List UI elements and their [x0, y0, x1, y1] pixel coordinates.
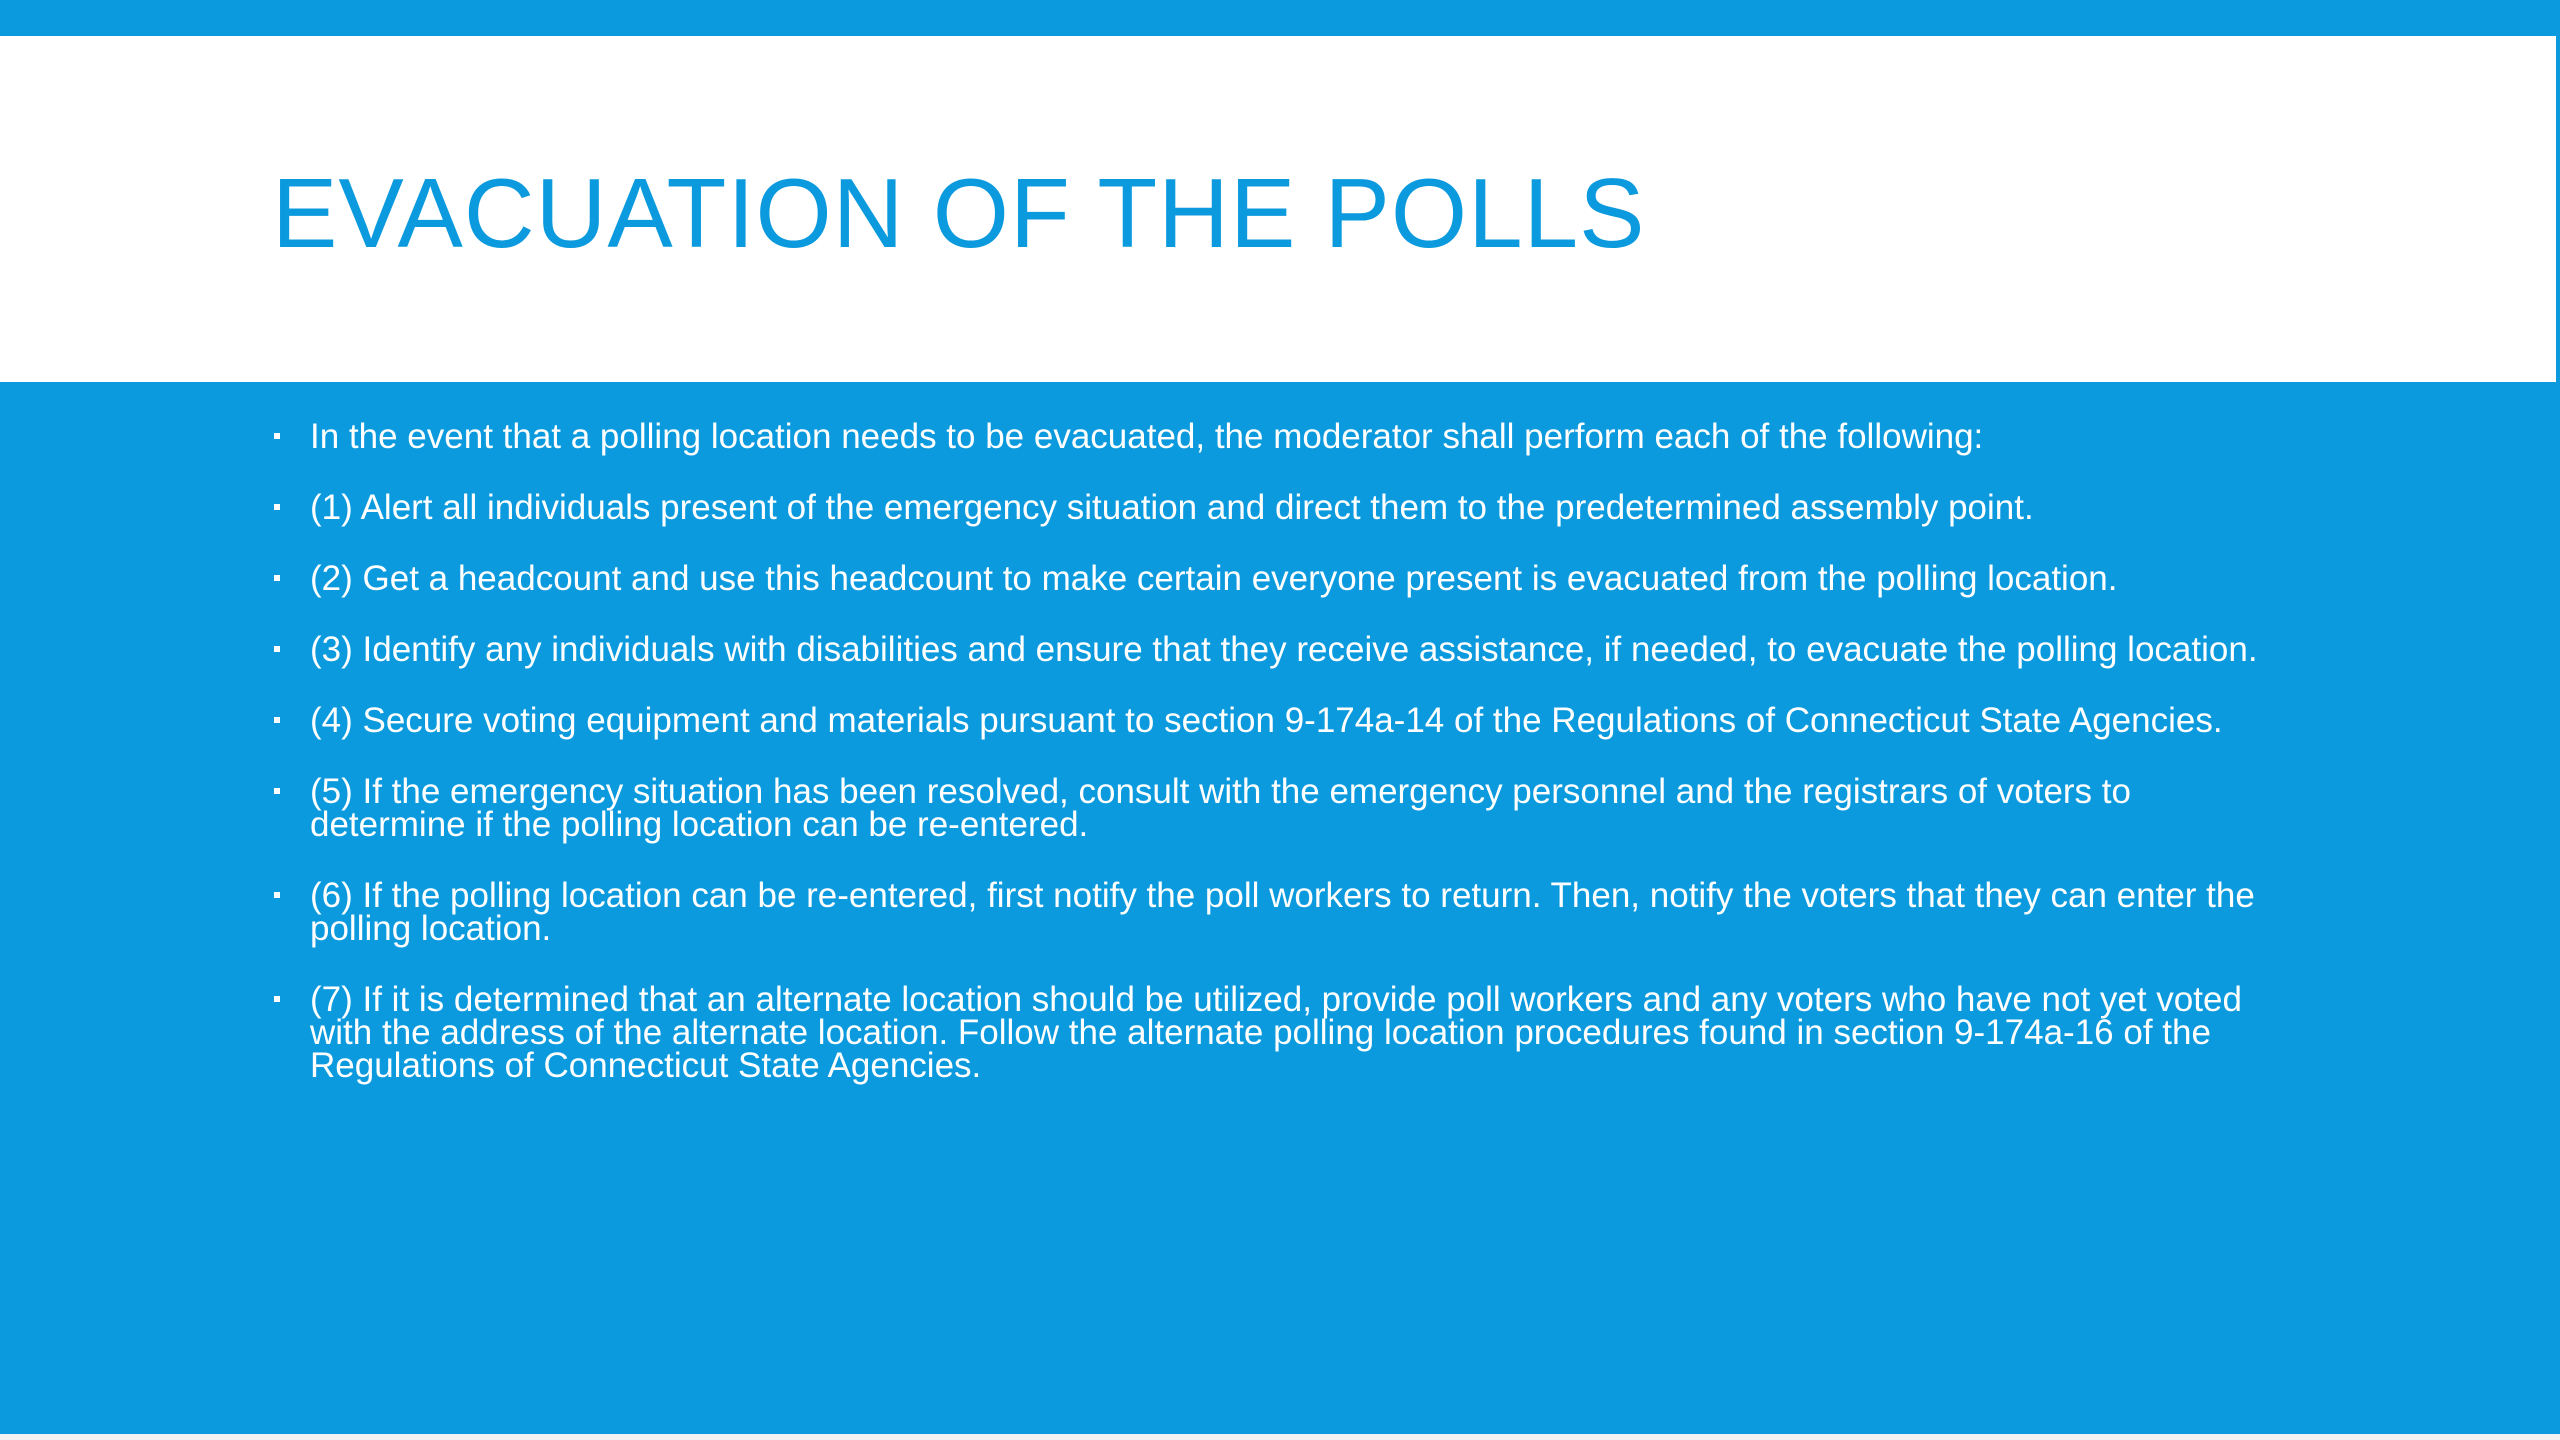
bullet-item-4	[272, 701, 2282, 740]
bullet-marker	[274, 717, 280, 723]
bullet-item-intro	[272, 417, 2282, 456]
bottom-edge	[0, 1434, 2560, 1440]
bullet-item-7	[272, 980, 2282, 1085]
bullet-text: (7) If it is determined that an alternate location should be utilized, provide poll workers and any voters who have not yet voted with the address of the alternate location. Follow the alternate polling location procedures found in section 9-174a-16 of the Regulations of Connecticut State Agencies.	[310, 980, 2242, 1085]
bullet-marker	[274, 433, 280, 439]
bullet-list	[272, 417, 2282, 1120]
bullet-item-1	[272, 488, 2282, 527]
bullet-text: (5) If the emergency situation has been resolved, consult with the emergency personnel and the registrars of voters to determine if the polling location can be re-entered.	[310, 772, 2131, 844]
bullet-marker	[274, 646, 280, 652]
bullet-text: (6) If the polling location can be re-entered, first notify the poll workers to return. Then, notify the voters that they can enter the polling location.	[310, 876, 2255, 948]
bullet-item-3	[272, 630, 2282, 669]
bullet-marker	[274, 996, 280, 1002]
bullet-text: (2) Get a headcount and use this headcount to make certain everyone present is evacuated from the polling location.	[310, 559, 2118, 598]
bullet-marker	[274, 504, 280, 510]
bullet-text: (4) Secure voting equipment and materials pursuant to section 9-174a-14 of the Regulations of Connecticut State Agencies.	[310, 701, 2223, 740]
slide-title: EVACUATION OF THE POLLS	[272, 158, 1646, 268]
bullet-marker	[274, 788, 280, 794]
bullet-item-5	[272, 772, 2282, 844]
bullet-text: (3) Identify any individuals with disabilities and ensure that they receive assistance, if needed, to evacuate the polling location.	[310, 630, 2258, 669]
bullet-item-6	[272, 876, 2282, 948]
top-accent-band	[0, 0, 2560, 36]
bullet-text: (1) Alert all individuals present of the emergency situation and direct them to the predetermined assembly point.	[310, 488, 2034, 527]
bullet-marker	[274, 892, 280, 898]
bullet-marker	[274, 575, 280, 581]
bullet-item-2	[272, 559, 2282, 598]
bullet-text: In the event that a polling location needs to be evacuated, the moderator shall perform each of the following:	[310, 417, 1984, 456]
